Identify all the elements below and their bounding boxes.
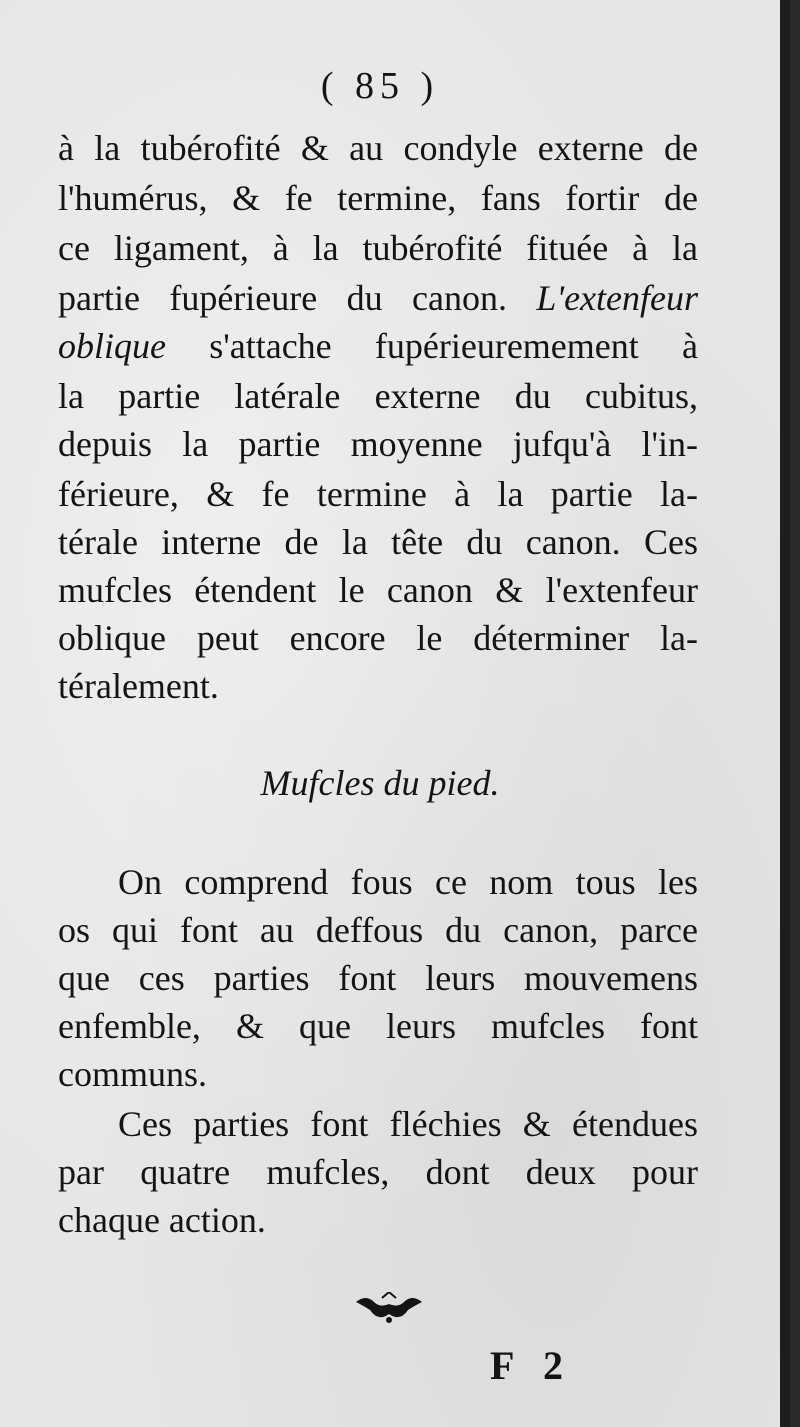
text-line: par quatre mufcles, dont deux pour	[58, 1152, 698, 1192]
text-line: mufcles étendent le canon & l'extenfeur	[58, 570, 698, 610]
text-line: la partie latérale externe du cubitus,	[58, 376, 698, 416]
text-line: oblique peut encore le déterminer la-	[58, 618, 698, 658]
text-line: depuis la partie moyenne jufqu'à l'in-	[58, 424, 698, 464]
page-number: ( 85 )	[320, 65, 440, 107]
text-line: à la tubérofité & au condyle externe de	[58, 128, 698, 168]
section-heading: Mufcles du pied.	[260, 763, 500, 803]
text-line: Ces parties font fléchies & étendues	[118, 1104, 698, 1144]
italic-term: L'extenfeur	[536, 278, 699, 318]
text-line: que ces parties font leurs mouvemens	[58, 958, 698, 998]
text-line	[58, 274, 698, 322]
text-line: l'humérus, & fe termine, fans fortir de	[58, 178, 698, 218]
text-line: téralement.	[58, 666, 219, 706]
text-line: os qui font au deffous du canon, parce	[58, 910, 698, 950]
signature-mark: F 2	[490, 1343, 573, 1388]
text-line: ce ligament, à la tubérofité fituée à la	[58, 228, 698, 268]
italic-term: oblique	[58, 326, 166, 366]
text-line: férieure, & fe termine à la partie la-	[58, 474, 698, 514]
text-line: térale interne de la tête du canon. Ces	[58, 522, 698, 562]
text-segment: s'attache fupérieuremement à	[209, 326, 698, 366]
text-line: chaque action.	[58, 1200, 266, 1240]
page-edge	[780, 0, 790, 1427]
text-line: enfemble, & que leurs mufcles font	[58, 1006, 698, 1046]
text-line: communs.	[58, 1054, 207, 1094]
fleuron-ornament-icon	[352, 1292, 426, 1326]
text-line	[58, 322, 698, 370]
text-segment: partie fupérieure du canon.	[58, 278, 507, 318]
text-line: On comprend fous ce nom tous les	[118, 862, 698, 902]
